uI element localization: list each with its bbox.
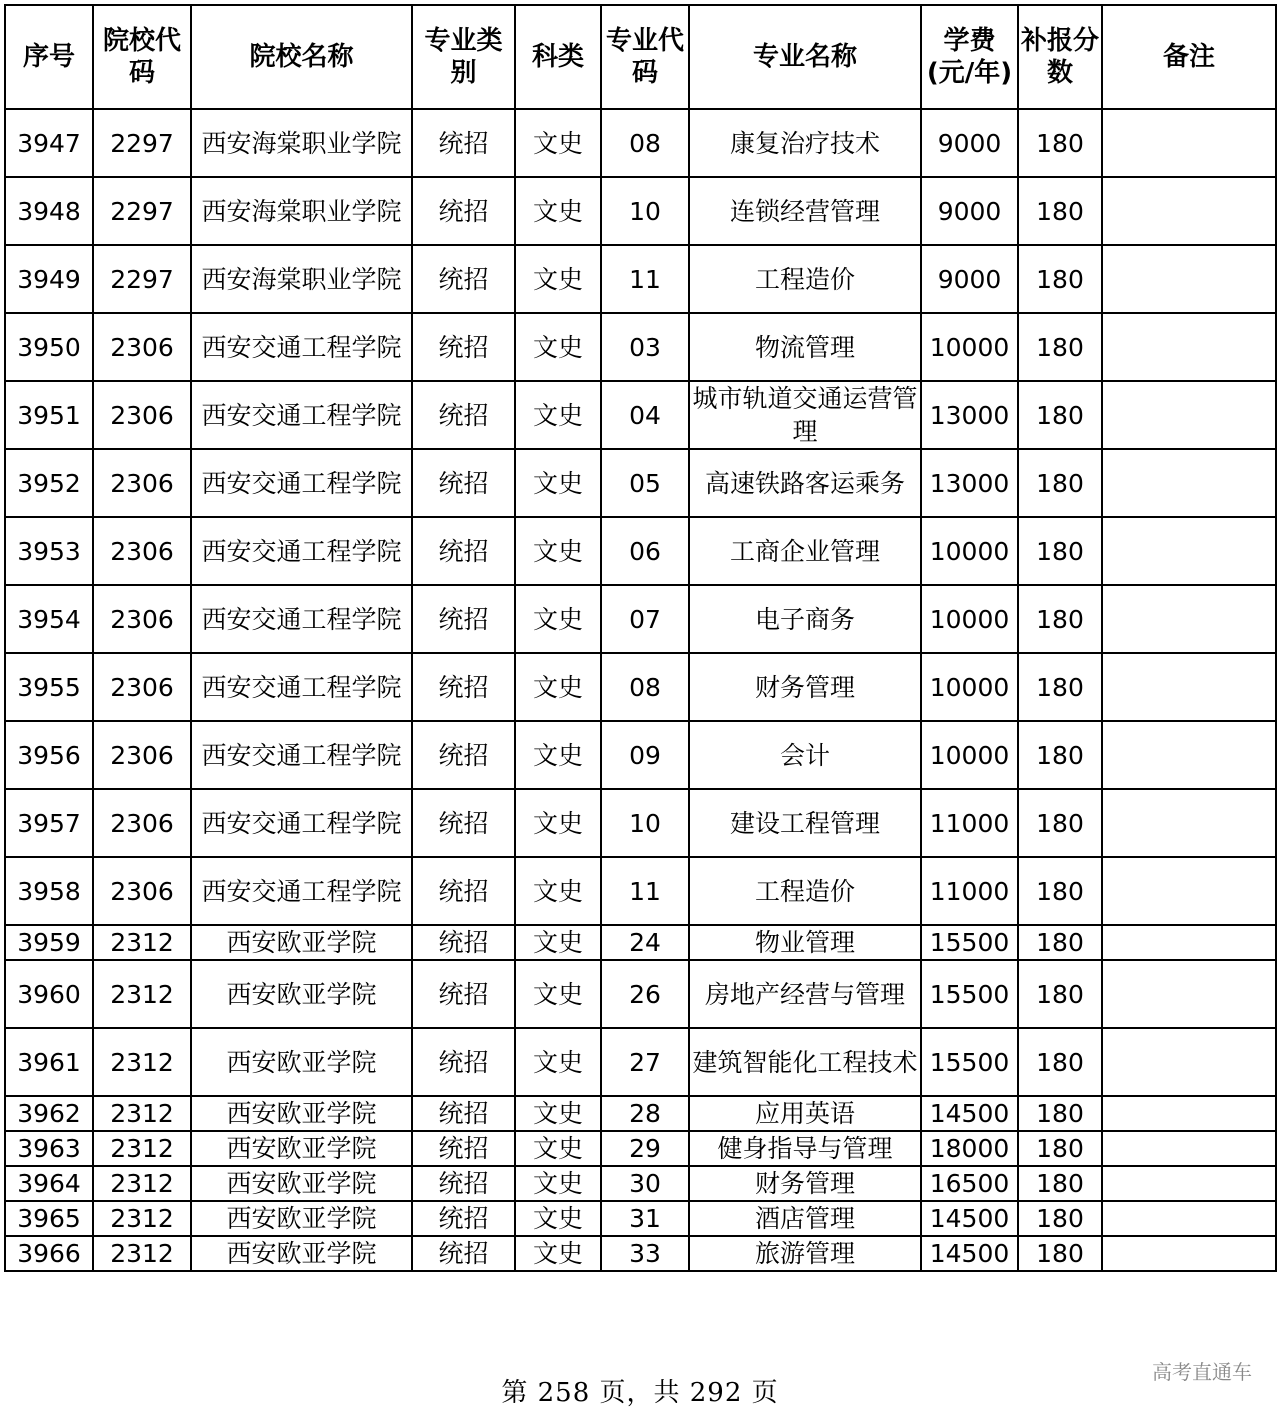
cell-seq: 3952 (5, 449, 93, 517)
cell-note (1102, 1028, 1276, 1096)
cell-note (1102, 1201, 1276, 1236)
cell-major-name: 连锁经营管理 (689, 177, 921, 245)
header-note: 备注 (1102, 5, 1276, 109)
cell-seq: 3961 (5, 1028, 93, 1096)
cell-major-type: 统招 (412, 789, 515, 857)
cell-category: 文史 (515, 245, 601, 313)
cell-major-name: 工程造价 (689, 857, 921, 925)
cell-seq: 3948 (5, 177, 93, 245)
cell-seq: 3962 (5, 1096, 93, 1131)
cell-score: 180 (1018, 517, 1102, 585)
cell-major-code: 26 (601, 960, 689, 1028)
cell-seq: 3954 (5, 585, 93, 653)
cell-note (1102, 1166, 1276, 1201)
cell-tuition: 9000 (921, 245, 1018, 313)
cell-major-type: 统招 (412, 109, 515, 177)
cell-school-code: 2312 (93, 1166, 191, 1201)
cell-major-type: 统招 (412, 857, 515, 925)
cell-tuition: 14500 (921, 1201, 1018, 1236)
table-row (5, 1096, 1276, 1131)
cell-school-name: 西安欧亚学院 (191, 1096, 412, 1131)
cell-school-code: 2312 (93, 960, 191, 1028)
cell-tuition: 15500 (921, 960, 1018, 1028)
table-row (5, 1236, 1276, 1271)
cell-major-type: 统招 (412, 1201, 515, 1236)
cell-major-name: 会计 (689, 721, 921, 789)
cell-major-type: 统招 (412, 313, 515, 381)
cell-seq: 3953 (5, 517, 93, 585)
cell-major-name: 工商企业管理 (689, 517, 921, 585)
cell-major-name: 房地产经营与管理 (689, 960, 921, 1028)
cell-major-type: 统招 (412, 721, 515, 789)
cell-major-code: 08 (601, 109, 689, 177)
cell-major-code: 11 (601, 245, 689, 313)
cell-category: 文史 (515, 721, 601, 789)
cell-major-name: 高速铁路客运乘务 (689, 449, 921, 517)
page-footer: 第 258 页，共 292 页 (501, 1378, 779, 1408)
cell-score: 180 (1018, 1028, 1102, 1096)
cell-note (1102, 1131, 1276, 1166)
cell-school-code: 2306 (93, 381, 191, 449)
cell-score: 180 (1018, 925, 1102, 960)
cell-major-name: 酒店管理 (689, 1201, 921, 1236)
cell-major-type: 统招 (412, 177, 515, 245)
cell-tuition: 10000 (921, 653, 1018, 721)
table-row (5, 925, 1276, 960)
cell-note (1102, 721, 1276, 789)
cell-note (1102, 585, 1276, 653)
cell-school-code: 2306 (93, 313, 191, 381)
header-major-type: 专业类别 (412, 5, 515, 109)
cell-seq: 3947 (5, 109, 93, 177)
cell-score: 180 (1018, 1201, 1102, 1236)
cell-major-code: 30 (601, 1166, 689, 1201)
cell-note (1102, 857, 1276, 925)
cell-category: 文史 (515, 857, 601, 925)
cell-note (1102, 109, 1276, 177)
table-row (5, 653, 1276, 721)
cell-seq: 3951 (5, 381, 93, 449)
cell-seq: 3960 (5, 960, 93, 1028)
cell-school-name: 西安海棠职业学院 (191, 245, 412, 313)
cell-school-name: 西安海棠职业学院 (191, 177, 412, 245)
header-major-name: 专业名称 (689, 5, 921, 109)
cell-school-name: 西安欧亚学院 (191, 1201, 412, 1236)
cell-seq: 3949 (5, 245, 93, 313)
cell-major-code: 28 (601, 1096, 689, 1131)
cell-seq: 3966 (5, 1236, 93, 1271)
cell-tuition: 16500 (921, 1166, 1018, 1201)
table-row (5, 789, 1276, 857)
cell-major-type: 统招 (412, 1096, 515, 1131)
cell-major-code: 08 (601, 653, 689, 721)
header-row (5, 5, 1276, 109)
cell-tuition: 10000 (921, 517, 1018, 585)
cell-category: 文史 (515, 960, 601, 1028)
cell-category: 文史 (515, 1096, 601, 1131)
table-row (5, 1028, 1276, 1096)
cell-school-code: 2312 (93, 1131, 191, 1166)
cell-seq: 3950 (5, 313, 93, 381)
cell-major-type: 统招 (412, 585, 515, 653)
cell-major-name: 物业管理 (689, 925, 921, 960)
header-major-code: 专业代码 (601, 5, 689, 109)
cell-school-code: 2312 (93, 1201, 191, 1236)
cell-category: 文史 (515, 585, 601, 653)
cell-tuition: 14500 (921, 1236, 1018, 1271)
cell-school-name: 西安交通工程学院 (191, 517, 412, 585)
cell-school-name: 西安交通工程学院 (191, 585, 412, 653)
cell-school-code: 2312 (93, 1096, 191, 1131)
cell-school-name: 西安欧亚学院 (191, 960, 412, 1028)
cell-tuition: 9000 (921, 177, 1018, 245)
cell-school-code: 2306 (93, 721, 191, 789)
cell-category: 文史 (515, 449, 601, 517)
cell-major-code: 33 (601, 1236, 689, 1271)
cell-major-code: 10 (601, 177, 689, 245)
cell-major-type: 统招 (412, 960, 515, 1028)
header-school-name: 院校名称 (191, 5, 412, 109)
cell-category: 文史 (515, 1236, 601, 1271)
cell-school-name: 西安欧亚学院 (191, 1131, 412, 1166)
cell-score: 180 (1018, 585, 1102, 653)
cell-seq: 3956 (5, 721, 93, 789)
cell-seq: 3955 (5, 653, 93, 721)
table-row (5, 1166, 1276, 1201)
cell-major-name: 工程造价 (689, 245, 921, 313)
cell-note (1102, 245, 1276, 313)
cell-seq: 3964 (5, 1166, 93, 1201)
table-row (5, 245, 1276, 313)
cell-major-type: 统招 (412, 653, 515, 721)
cell-major-name: 财务管理 (689, 653, 921, 721)
cell-school-name: 西安欧亚学院 (191, 925, 412, 960)
cell-score: 180 (1018, 109, 1102, 177)
cell-school-name: 西安交通工程学院 (191, 857, 412, 925)
table-row (5, 517, 1276, 585)
cell-score: 180 (1018, 449, 1102, 517)
cell-major-code: 03 (601, 313, 689, 381)
watermark: 高考直通车 (1152, 1360, 1252, 1384)
cell-school-code: 2306 (93, 585, 191, 653)
cell-major-code: 31 (601, 1201, 689, 1236)
cell-note (1102, 177, 1276, 245)
cell-school-name: 西安交通工程学院 (191, 381, 412, 449)
cell-tuition: 15500 (921, 925, 1018, 960)
cell-score: 180 (1018, 1166, 1102, 1201)
cell-note (1102, 381, 1276, 449)
cell-score: 180 (1018, 245, 1102, 313)
cell-major-code: 05 (601, 449, 689, 517)
header-score: 补报分数 (1018, 5, 1102, 109)
cell-note (1102, 960, 1276, 1028)
cell-seq: 3963 (5, 1131, 93, 1166)
cell-school-code: 2312 (93, 1236, 191, 1271)
cell-category: 文史 (515, 313, 601, 381)
cell-tuition: 11000 (921, 857, 1018, 925)
cell-seq: 3965 (5, 1201, 93, 1236)
cell-major-code: 04 (601, 381, 689, 449)
cell-score: 180 (1018, 857, 1102, 925)
cell-tuition: 9000 (921, 109, 1018, 177)
cell-note (1102, 789, 1276, 857)
cell-category: 文史 (515, 381, 601, 449)
cell-category: 文史 (515, 1201, 601, 1236)
cell-tuition: 13000 (921, 449, 1018, 517)
cell-score: 180 (1018, 1131, 1102, 1166)
cell-school-code: 2306 (93, 789, 191, 857)
cell-school-code: 2297 (93, 109, 191, 177)
cell-major-code: 10 (601, 789, 689, 857)
table-row (5, 721, 1276, 789)
cell-major-code: 24 (601, 925, 689, 960)
cell-category: 文史 (515, 1131, 601, 1166)
cell-tuition: 10000 (921, 721, 1018, 789)
cell-score: 180 (1018, 789, 1102, 857)
cell-major-name: 建设工程管理 (689, 789, 921, 857)
cell-score: 180 (1018, 381, 1102, 449)
cell-major-type: 统招 (412, 1166, 515, 1201)
cell-score: 180 (1018, 1236, 1102, 1271)
cell-school-code: 2306 (93, 517, 191, 585)
cell-category: 文史 (515, 517, 601, 585)
cell-major-name: 城市轨道交通运营管理 (689, 381, 921, 449)
cell-seq: 3957 (5, 789, 93, 857)
cell-major-type: 统招 (412, 245, 515, 313)
table-row (5, 449, 1276, 517)
cell-major-code: 11 (601, 857, 689, 925)
cell-score: 180 (1018, 1096, 1102, 1131)
cell-tuition: 15500 (921, 1028, 1018, 1096)
cell-tuition: 13000 (921, 381, 1018, 449)
cell-note (1102, 517, 1276, 585)
cell-tuition: 14500 (921, 1096, 1018, 1131)
cell-category: 文史 (515, 925, 601, 960)
cell-note (1102, 653, 1276, 721)
cell-major-name: 物流管理 (689, 313, 921, 381)
cell-note (1102, 925, 1276, 960)
table-row (5, 313, 1276, 381)
table-body (5, 109, 1276, 1271)
table-row (5, 857, 1276, 925)
header-category: 科类 (515, 5, 601, 109)
table-row (5, 960, 1276, 1028)
cell-category: 文史 (515, 109, 601, 177)
cell-major-name: 应用英语 (689, 1096, 921, 1131)
cell-note (1102, 449, 1276, 517)
cell-school-name: 西安欧亚学院 (191, 1236, 412, 1271)
cell-school-code: 2297 (93, 177, 191, 245)
header-tuition: 学费(元/年) (921, 5, 1018, 109)
cell-school-code: 2297 (93, 245, 191, 313)
cell-major-name: 财务管理 (689, 1166, 921, 1201)
cell-school-name: 西安交通工程学院 (191, 449, 412, 517)
cell-score: 180 (1018, 653, 1102, 721)
cell-major-name: 建筑智能化工程技术 (689, 1028, 921, 1096)
cell-major-type: 统招 (412, 925, 515, 960)
cell-school-name: 西安交通工程学院 (191, 653, 412, 721)
cell-major-type: 统招 (412, 381, 515, 449)
table-row (5, 177, 1276, 245)
cell-seq: 3959 (5, 925, 93, 960)
cell-major-code: 29 (601, 1131, 689, 1166)
cell-tuition: 11000 (921, 789, 1018, 857)
cell-note (1102, 1236, 1276, 1271)
cell-school-code: 2306 (93, 653, 191, 721)
cell-major-name: 健身指导与管理 (689, 1131, 921, 1166)
cell-school-name: 西安欧亚学院 (191, 1028, 412, 1096)
cell-major-type: 统招 (412, 517, 515, 585)
cell-school-code: 2306 (93, 449, 191, 517)
table-row (5, 1131, 1276, 1166)
cell-note (1102, 1096, 1276, 1131)
cell-category: 文史 (515, 1166, 601, 1201)
cell-school-code: 2312 (93, 925, 191, 960)
header-seq: 序号 (5, 5, 93, 109)
table-row (5, 585, 1276, 653)
cell-tuition: 10000 (921, 313, 1018, 381)
cell-major-code: 07 (601, 585, 689, 653)
cell-major-type: 统招 (412, 449, 515, 517)
table-row (5, 109, 1276, 177)
cell-major-code: 06 (601, 517, 689, 585)
cell-tuition: 10000 (921, 585, 1018, 653)
cell-school-name: 西安欧亚学院 (191, 1166, 412, 1201)
cell-major-type: 统招 (412, 1236, 515, 1271)
cell-score: 180 (1018, 177, 1102, 245)
cell-score: 180 (1018, 960, 1102, 1028)
table-row (5, 1201, 1276, 1236)
header-school-code: 院校代码 (93, 5, 191, 109)
cell-note (1102, 313, 1276, 381)
cell-major-type: 统招 (412, 1131, 515, 1166)
cell-major-type: 统招 (412, 1028, 515, 1096)
cell-category: 文史 (515, 789, 601, 857)
cell-school-name: 西安交通工程学院 (191, 789, 412, 857)
cell-major-name: 旅游管理 (689, 1236, 921, 1271)
cell-tuition: 18000 (921, 1131, 1018, 1166)
cell-category: 文史 (515, 653, 601, 721)
cell-major-name: 康复治疗技术 (689, 109, 921, 177)
admissions-table (4, 4, 1277, 1272)
cell-category: 文史 (515, 177, 601, 245)
cell-school-name: 西安交通工程学院 (191, 313, 412, 381)
cell-score: 180 (1018, 313, 1102, 381)
cell-school-code: 2312 (93, 1028, 191, 1096)
cell-school-name: 西安交通工程学院 (191, 721, 412, 789)
cell-seq: 3958 (5, 857, 93, 925)
cell-score: 180 (1018, 721, 1102, 789)
cell-major-name: 电子商务 (689, 585, 921, 653)
table-row (5, 381, 1276, 449)
cell-major-code: 09 (601, 721, 689, 789)
cell-school-code: 2306 (93, 857, 191, 925)
cell-school-name: 西安海棠职业学院 (191, 109, 412, 177)
cell-major-code: 27 (601, 1028, 689, 1096)
cell-category: 文史 (515, 1028, 601, 1096)
